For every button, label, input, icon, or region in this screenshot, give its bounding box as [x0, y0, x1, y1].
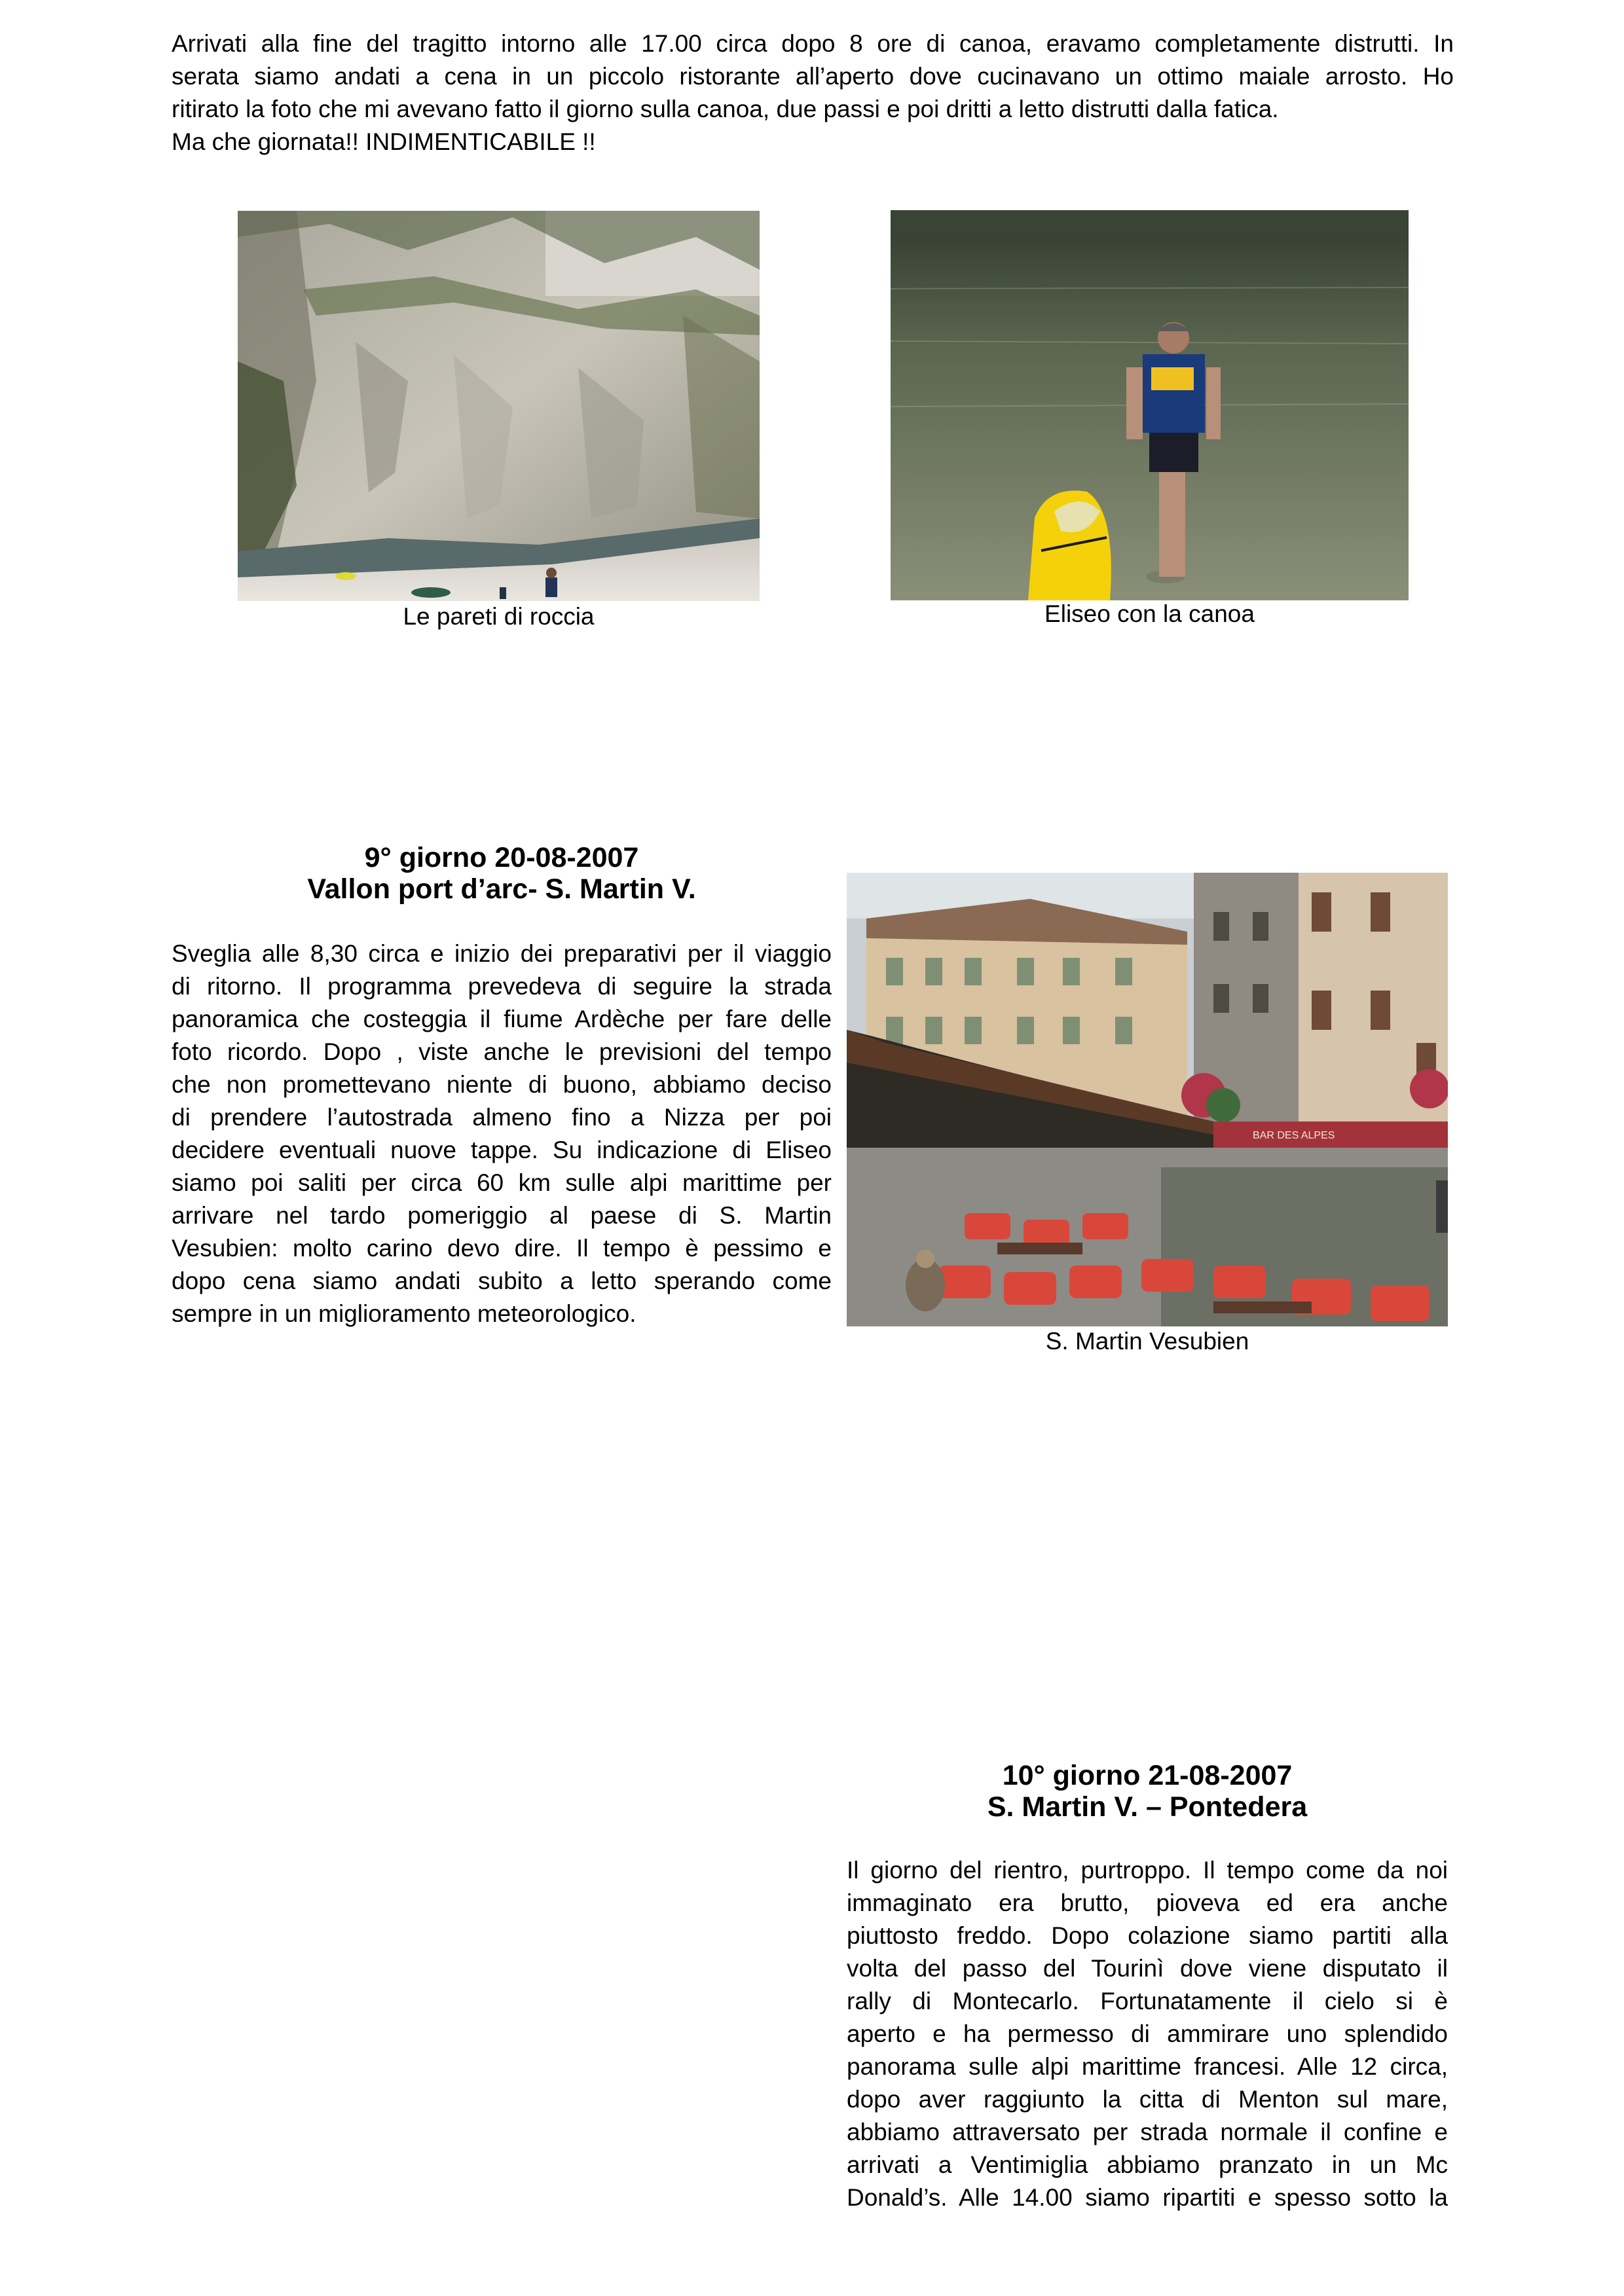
day10-line: panorama sulle alpi marittime francesi. Alle 12 circa,: [847, 2053, 1448, 2080]
day10-paragraph: [847, 1854, 1448, 2214]
day9-title-date: 9° giorno 20-08-2007: [364, 842, 639, 873]
san-martin-caption: S. Martin Vesubien: [1045, 1328, 1249, 1355]
day9-line: arrivare nel tardo pomeriggio al paese di S. Martin: [172, 1202, 832, 1229]
day9-line: di prendere l’autostrada almeno fino a Nizza per poi: [172, 1104, 832, 1131]
day9-line: decidere eventuali nuove tappe. Su indicazione di Eliseo: [172, 1137, 832, 1163]
day9-paragraph: [172, 938, 832, 1330]
day9-line: Vesubien: molto carino devo dire. Il tempo è pessimo e: [172, 1235, 832, 1262]
day10-line: rally di Montecarlo. Fortunatamente il cielo si è: [847, 1988, 1448, 2014]
day10-line: Il giorno del rientro, purtroppo. Il tempo come da noi: [847, 1857, 1448, 1884]
day9-line: siamo poi saliti per circa 60 km sulle alpi marittime per: [172, 1169, 832, 1196]
rock-walls-photo: [238, 211, 760, 601]
san-martin-photo: [847, 873, 1448, 1326]
day10-line: dopo aver raggiunto la citta di Menton sul mare,: [847, 2086, 1448, 2113]
intro-line: serata siamo andati a cena in un piccolo ristorante all’aperto dove cucinavano un ottimo maiale arrosto. Ho: [172, 63, 1454, 90]
day9-line: sempre in un miglioramento meteorologico.: [172, 1300, 637, 1327]
day10-line: volta del passo del Tourinì dove viene disputato il: [847, 1955, 1448, 1982]
day9-title-route: Vallon port d’arc- S. Martin V.: [307, 873, 696, 905]
day9-line: dopo cena siamo andati subito a letto sperando come: [172, 1267, 832, 1294]
intro-line: Arrivati alla fine del tragitto intorno alle 17.00 circa dopo 8 ore di canoa, eravamo completamente distrutti. In: [172, 30, 1454, 57]
bar-sign: BAR DES ALPES: [1253, 1130, 1335, 1141]
day10-line: arrivati a Ventimiglia abbiamo pranzato in un Mc: [847, 2151, 1448, 2178]
day9-line: foto ricordo. Dopo , viste anche le previsioni del tempo: [172, 1038, 832, 1065]
day10-title-date: 10° giorno 21-08-2007: [1002, 1760, 1293, 1791]
day9-line: che non promettevano niente di buono, abbiamo deciso: [172, 1071, 832, 1098]
eliseo-canoe-photo: [891, 210, 1409, 600]
day9-line: Sveglia alle 8,30 circa e inizio dei preparativi per il viaggio: [172, 940, 832, 967]
day9-line: di ritorno. Il programma prevedeva di seguire la strada: [172, 973, 832, 1000]
day10-line: abbiamo attraversato per strada normale il confine e: [847, 2119, 1448, 2145]
rock-walls-caption: Le pareti di roccia: [403, 603, 595, 630]
day9-line: panoramica che costeggia il fiume Ardèche per fare delle: [172, 1006, 832, 1032]
intro-line: ritirato la foto che mi avevano fatto il giorno sulla canoa, due passi e poi dritti a letto distrutti dalla fatica.: [172, 96, 1279, 122]
eliseo-canoe-caption: Eliseo con la canoa: [1044, 600, 1255, 627]
day10-heading: [847, 1760, 1448, 1823]
intro-line: Ma che giornata!! INDIMENTICABILE !!: [172, 128, 596, 155]
day10-title-route: S. Martin V. – Pontedera: [987, 1791, 1308, 1823]
intro-paragraph: [172, 27, 1454, 158]
day10-line: aperto e ha permesso di ammirare uno splendido: [847, 2020, 1448, 2047]
day9-heading: [172, 842, 832, 905]
day10-line: immaginato era brutto, pioveva ed era anche: [847, 1889, 1448, 1916]
day10-line: piuttosto freddo. Dopo colazione siamo partiti alla: [847, 1922, 1448, 1949]
day10-line: Donald’s. Alle 14.00 siamo ripartiti e spesso sotto la: [847, 2184, 1448, 2211]
